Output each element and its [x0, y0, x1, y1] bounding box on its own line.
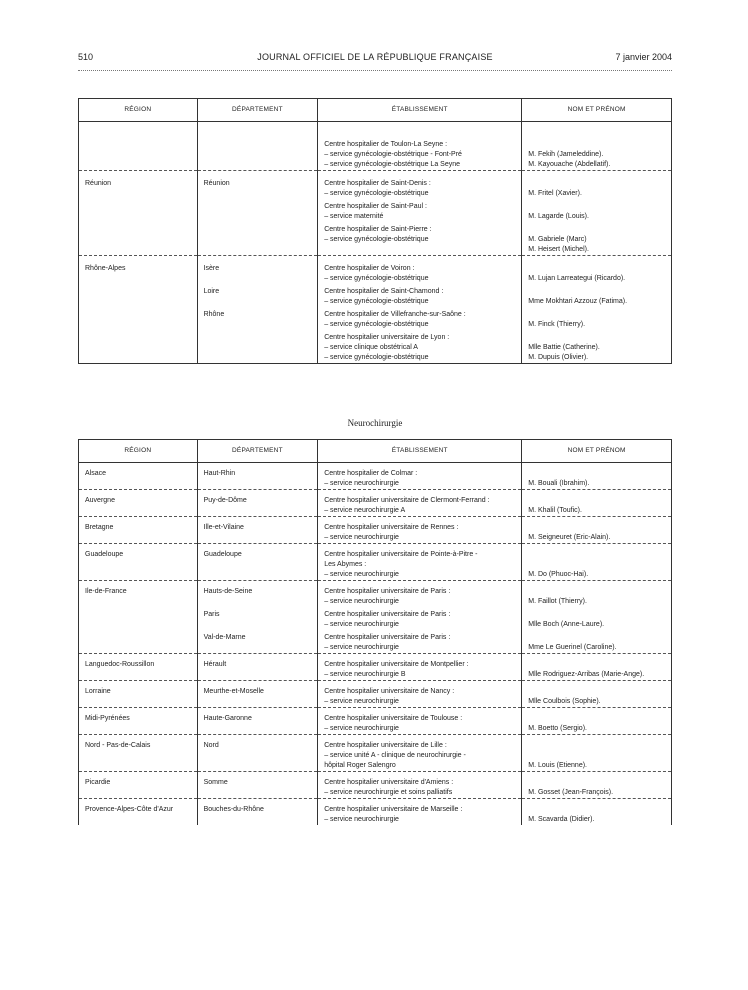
establishment-name: Centre hospitalier de Saint-Pierre : [324, 226, 432, 233]
person-name: M. Kayouache (Abdellatif). [528, 161, 611, 168]
blank-line [79, 320, 197, 330]
department-cell [197, 735, 318, 772]
blank-line [522, 778, 671, 788]
blank-line [198, 597, 318, 607]
blank-line [198, 570, 318, 580]
establishment-name: Centre hospitalier universitaire de Lyon : [324, 334, 450, 341]
region-name [79, 140, 197, 150]
cell-top-space [198, 122, 318, 130]
establishment-name: Centre hospitalier de Saint-Paul : [324, 203, 427, 210]
blank-line [522, 496, 671, 506]
name-cell [522, 544, 672, 581]
blank-line [522, 225, 671, 235]
blank-line [79, 788, 197, 798]
service-line: Les Abymes : [324, 561, 367, 568]
issue-date: 7 janvier 2004 [615, 52, 672, 62]
service-line: – service neurochirurgie et soins palliatifs [324, 789, 453, 796]
person-name: M. Boetto (Sergio). [528, 725, 587, 732]
person-name: M. Lagarde (Louis). [528, 213, 589, 220]
table-row [79, 544, 672, 581]
department-name: Ille-et-Vilaine [203, 524, 244, 531]
blank-line [79, 643, 197, 653]
service-line: – service maternité [324, 213, 384, 220]
column-header-establishment: ÉTABLISSEMENT [318, 440, 522, 463]
department-name: Rhône [203, 311, 225, 318]
establishment-name: Centre hospitalier de Saint-Chamond : [324, 288, 444, 295]
establishment-name: Centre hospitalier universitaire d'Amiens : [324, 779, 454, 786]
column-header-region: RÉGION [79, 440, 198, 463]
name-cell [522, 681, 672, 708]
blank-line [79, 724, 197, 734]
blank-line [79, 506, 197, 516]
person-name: M. Dupuis (Olivier). [528, 354, 589, 361]
blank-line [79, 310, 197, 320]
establishment-cell [318, 654, 522, 681]
department-cell [197, 171, 318, 256]
person-name: Mme Le Guerinel (Caroline). [528, 644, 617, 651]
region-name: Provence-Alpes-Côte d'Azur [85, 806, 174, 813]
region-cell [79, 681, 198, 708]
department-name: Hauts-de-Seine [203, 588, 253, 595]
table-row [79, 517, 672, 544]
person-name: M. Louis (Etienne). [528, 762, 587, 769]
establishment-cell [318, 681, 522, 708]
blank-line [79, 751, 197, 761]
region-name: Midi-Pyrénées [85, 715, 130, 722]
service-line: – service gynécologie-obstétrique - Font-Pré [324, 151, 462, 158]
blank-line [79, 697, 197, 707]
region-name: Auvergne [85, 497, 115, 504]
establishment-name: Centre hospitalier de Saint-Denis : [324, 180, 431, 187]
region-cell [79, 772, 198, 799]
gynecology-appointments-table [78, 98, 672, 364]
column-header-department: DÉPARTEMENT [197, 99, 318, 122]
service-line: – service neurochirurgie A [324, 507, 406, 514]
department-cell [197, 490, 318, 517]
blank-line [79, 670, 197, 680]
establishment-name: Centre hospitalier universitaire de Paris : [324, 588, 451, 595]
table-row [79, 490, 672, 517]
blank-line [198, 297, 318, 307]
table-row [79, 681, 672, 708]
region-name: Nord - Pas-de-Calais [85, 742, 151, 749]
name-cell [522, 772, 672, 799]
table-header-row [79, 440, 672, 463]
blank-line [79, 160, 197, 170]
name-cell [522, 517, 672, 544]
region-name: Lorraine [85, 688, 111, 695]
blank-line [198, 506, 318, 516]
service-line: – service gynécologie-obstétrique [324, 354, 429, 361]
service-line: – service gynécologie-obstétrique [324, 190, 429, 197]
blank-line [79, 533, 197, 543]
department-name: Bouches-du-Rhône [203, 806, 264, 813]
establishment-cell [318, 708, 522, 735]
blank-line [198, 225, 318, 235]
blank-line [198, 212, 318, 222]
blank-line [198, 479, 318, 489]
region-name: Guadeloupe [85, 551, 124, 558]
blank-line [79, 287, 197, 297]
establishment-name: Centre hospitalier universitaire de Toulouse : [324, 715, 463, 722]
region-name: Languedoc-Roussillon [85, 661, 155, 668]
blank-line [522, 805, 671, 815]
establishment-name: Centre hospitalier universitaire de Clermont-Ferrand : [324, 497, 490, 504]
department-cell [197, 122, 318, 171]
cell-top-space [79, 256, 197, 264]
establishment-name: Centre hospitalier de Toulon-La Seyne : [324, 141, 448, 148]
blank-line [198, 724, 318, 734]
service-line: – service neurochirurgie [324, 621, 399, 628]
department-cell [197, 708, 318, 735]
person-name: Mlle Boch (Anne-Laure). [528, 621, 605, 628]
blank-line [522, 560, 671, 570]
service-line [318, 245, 521, 255]
name-cell [522, 799, 672, 826]
person-name: M. Gosset (Jean-François). [528, 789, 614, 796]
table-row [79, 122, 672, 171]
blank-line [522, 469, 671, 479]
blank-line [79, 610, 197, 620]
service-line: – service neurochirurgie B [324, 671, 406, 678]
region-name: Réunion [85, 180, 112, 187]
department-name: Val-de-Marne [203, 634, 246, 641]
section-title: Neurochirurgie [347, 418, 403, 428]
blank-line [79, 225, 197, 235]
blank-line [522, 310, 671, 320]
region-cell [79, 544, 198, 581]
establishment-cell [318, 735, 522, 772]
service-line: – service clinique obstétrical A [324, 344, 418, 351]
person-name: M. Fekih (Jameleddine). [528, 151, 604, 158]
department-name: Haut-Rhin [203, 470, 236, 477]
table-row [79, 256, 672, 364]
department-name: Isère [203, 265, 220, 272]
column-header-establishment: ÉTABLISSEMENT [318, 99, 522, 122]
department-name: Somme [203, 779, 228, 786]
blank-line [79, 189, 197, 199]
page-number: 510 [78, 52, 94, 62]
establishment-name: Centre hospitalier de Villefranche-sur-Saône : [324, 311, 466, 318]
blank-line [522, 523, 671, 533]
blank-line [198, 670, 318, 680]
blank-line [522, 610, 671, 620]
blank-line [198, 761, 318, 771]
name-cell [522, 654, 672, 681]
blank-line [198, 560, 318, 570]
name-cell [522, 581, 672, 654]
table-row [79, 735, 672, 772]
establishment-cell [318, 517, 522, 544]
blank-line [198, 343, 318, 353]
establishment-cell [318, 544, 522, 581]
establishment-cell [318, 581, 522, 654]
column-header-region: RÉGION [79, 99, 198, 122]
blank-line [198, 533, 318, 543]
establishment-cell [318, 171, 522, 256]
blank-line [79, 620, 197, 630]
column-header-name: NOM ET PRÉNOM [522, 440, 672, 463]
person-name: M. Gabriele (Marc) [528, 236, 587, 243]
blank-line [198, 235, 318, 245]
blank-line [198, 620, 318, 630]
service-line: – service neurochirurgie [324, 644, 399, 651]
blank-line [79, 597, 197, 607]
region-cell [79, 654, 198, 681]
establishment-cell [318, 490, 522, 517]
blank-line [522, 741, 671, 751]
department-name: Guadeloupe [203, 551, 242, 558]
department-name: Réunion [203, 180, 230, 187]
region-cell [79, 735, 198, 772]
service-line: hôpital Roger Salengro [324, 762, 396, 769]
person-name: Mlle Battie (Catherine). [528, 344, 600, 351]
service-line: – service neurochirurgie [324, 480, 399, 487]
blank-line [198, 274, 318, 284]
name-cell [522, 256, 672, 364]
region-name: Ile-de-France [85, 588, 127, 595]
page-header [78, 52, 672, 66]
establishment-name: Centre hospitalier de Colmar : [324, 470, 418, 477]
blank-line [522, 264, 671, 274]
blank-line [79, 633, 197, 643]
establishment-cell [318, 463, 522, 490]
blank-line [79, 353, 197, 363]
department-name: Hérault [203, 661, 227, 668]
blank-line [79, 130, 197, 140]
department-name: Nord [203, 742, 219, 749]
person-name: M. Bouali (Ibrahim). [528, 480, 590, 487]
name-cell [522, 171, 672, 256]
blank-line [79, 560, 197, 570]
blank-line [522, 660, 671, 670]
cell-top-space [522, 256, 671, 264]
blank-line [522, 550, 671, 560]
establishment-name: Centre hospitalier de Voiron : [324, 265, 415, 272]
blank-line [198, 353, 318, 363]
region-cell [79, 799, 198, 826]
region-cell [79, 490, 198, 517]
department-name: Paris [203, 611, 220, 618]
establishment-name: Centre hospitalier universitaire de Paris : [324, 611, 451, 618]
blank-line [522, 202, 671, 212]
blank-line [79, 235, 197, 245]
name-cell [522, 122, 672, 171]
blank-line [198, 189, 318, 199]
blank-line [198, 333, 318, 343]
person-name: Mlle Coulbois (Sophie). [528, 698, 601, 705]
service-line: – service gynécologie-obstétrique [324, 298, 429, 305]
column-header-department: DÉPARTEMENT [197, 440, 318, 463]
blank-line [198, 320, 318, 330]
table-row [79, 463, 672, 490]
neurosurgery-appointments-table [78, 439, 672, 825]
department-cell [197, 654, 318, 681]
department-cell [197, 581, 318, 654]
region-cell [79, 122, 198, 171]
cell-top-space [318, 256, 521, 264]
blank-line [79, 274, 197, 284]
name-cell [522, 708, 672, 735]
service-line: – service neurochirurgie [324, 698, 399, 705]
establishment-name: Centre hospitalier universitaire de Paris : [324, 634, 451, 641]
name-cell [522, 735, 672, 772]
establishment-name: Centre hospitalier universitaire de Rennes : [324, 524, 459, 531]
table-row [79, 171, 672, 256]
establishment-cell [318, 772, 522, 799]
blank-line [522, 587, 671, 597]
cell-top-space [198, 256, 318, 264]
establishment-name: Centre hospitalier universitaire de Pointe-à-Pitre - [324, 551, 478, 558]
cell-top-space [318, 171, 521, 179]
department-cell [197, 681, 318, 708]
blank-line [198, 160, 318, 170]
department-name: Puy-de-Dôme [203, 497, 247, 504]
region-name: Rhône-Alpes [85, 265, 126, 272]
department-cell [197, 772, 318, 799]
blank-line [79, 150, 197, 160]
blank-line [198, 140, 318, 150]
cell-top-space [79, 171, 197, 179]
service-line: – service unité A - clinique de neurochirurgie - [324, 752, 466, 759]
table-row [79, 654, 672, 681]
region-cell [79, 463, 198, 490]
blank-line [522, 714, 671, 724]
person-name: M. Heisert (Michel). [528, 246, 589, 253]
establishment-cell [318, 256, 522, 364]
service-line: – service gynécologie-obstétrique La Seyne [324, 161, 461, 168]
region-name: Picardie [85, 779, 111, 786]
service-line: – service neurochirurgie [324, 725, 399, 732]
blank-line [522, 633, 671, 643]
service-line: – service gynécologie-obstétrique [324, 321, 429, 328]
person-name: M. Lujan Larreategui (Ricardo). [528, 275, 626, 282]
table-row [79, 772, 672, 799]
name-cell [522, 463, 672, 490]
region-name: Bretagne [85, 524, 114, 531]
establishment-cell [318, 799, 522, 826]
cell-top-space [522, 122, 671, 130]
region-cell [79, 256, 198, 364]
service-line: – service neurochirurgie [324, 816, 399, 823]
blank-line [198, 202, 318, 212]
department-cell [197, 544, 318, 581]
blank-line [522, 333, 671, 343]
establishment-cell [318, 122, 522, 171]
blank-line [522, 751, 671, 761]
person-name: Mlle Rodriguez-Arribas (Marie-Ange). [528, 671, 645, 678]
blank-line [198, 815, 318, 825]
blank-line [79, 479, 197, 489]
name-cell [522, 490, 672, 517]
person-name: Mme Mokhtari Azzouz (Fatima). [528, 298, 628, 305]
service-line: – service neurochirurgie [324, 534, 399, 541]
blank-line [198, 697, 318, 707]
blank-line [522, 287, 671, 297]
service-line: – service gynécologie-obstétrique [324, 275, 429, 282]
department-name: Haute-Garonne [203, 715, 252, 722]
blank-line [79, 245, 197, 255]
table-row [79, 708, 672, 735]
blank-line [79, 570, 197, 580]
blank-line [522, 179, 671, 189]
establishment-name: Centre hospitalier universitaire de Montpellier : [324, 661, 469, 668]
cell-top-space [318, 122, 521, 130]
blank-line [522, 130, 671, 140]
department-name: Meurthe-et-Moselle [203, 688, 264, 695]
person-name: M. Seigneuret (Eric-Alain). [528, 534, 611, 541]
person-name: M. Do (Phuoc-Hai). [528, 571, 589, 578]
region-cell [79, 171, 198, 256]
blank-line [318, 130, 521, 140]
department-name: Loire [203, 288, 220, 295]
blank-line [79, 212, 197, 222]
person-name: M. Finck (Thierry). [528, 321, 586, 328]
person-name: M. Fritel (Xavier). [528, 190, 582, 197]
person-name: M. Scavarda (Didier). [528, 816, 595, 823]
blank-line [79, 202, 197, 212]
table-header-row [79, 99, 672, 122]
establishment-name: Centre hospitalier universitaire de Nancy : [324, 688, 455, 695]
header-rule [78, 70, 672, 71]
department-cell [197, 463, 318, 490]
blank-line [79, 761, 197, 771]
table-row [79, 799, 672, 826]
blank-line [522, 140, 671, 150]
region-name: Alsace [85, 470, 107, 477]
service-line: – service neurochirurgie [324, 571, 399, 578]
blank-line [79, 815, 197, 825]
table-row [79, 581, 672, 654]
blank-line [198, 150, 318, 160]
journal-title: JOURNAL OFFICIEL DE LA RÉPUBLIQUE FRANÇAISE [257, 52, 493, 62]
service-line: – service gynécologie-obstétrique [324, 236, 429, 243]
blank-line [198, 751, 318, 761]
region-cell [79, 708, 198, 735]
blank-line [79, 343, 197, 353]
blank-line [198, 245, 318, 255]
establishment-name: Centre hospitalier universitaire de Marseille : [324, 806, 463, 813]
blank-line [79, 297, 197, 307]
blank-line [79, 333, 197, 343]
blank-line [198, 130, 318, 140]
blank-line [198, 788, 318, 798]
department-cell [197, 799, 318, 826]
service-line: – service neurochirurgie [324, 598, 399, 605]
cell-top-space [198, 171, 318, 179]
cell-top-space [79, 122, 197, 130]
blank-line [198, 643, 318, 653]
cell-top-space [522, 171, 671, 179]
department-cell [197, 256, 318, 364]
region-cell [79, 581, 198, 654]
department-cell [197, 517, 318, 544]
column-header-name: NOM ET PRÉNOM [522, 99, 672, 122]
blank-line [522, 687, 671, 697]
person-name: M. Khalil (Toufic). [528, 507, 582, 514]
person-name: M. Faillot (Thierry). [528, 598, 587, 605]
establishment-name: Centre hospitalier universitaire de Lille : [324, 742, 447, 749]
region-cell [79, 517, 198, 544]
